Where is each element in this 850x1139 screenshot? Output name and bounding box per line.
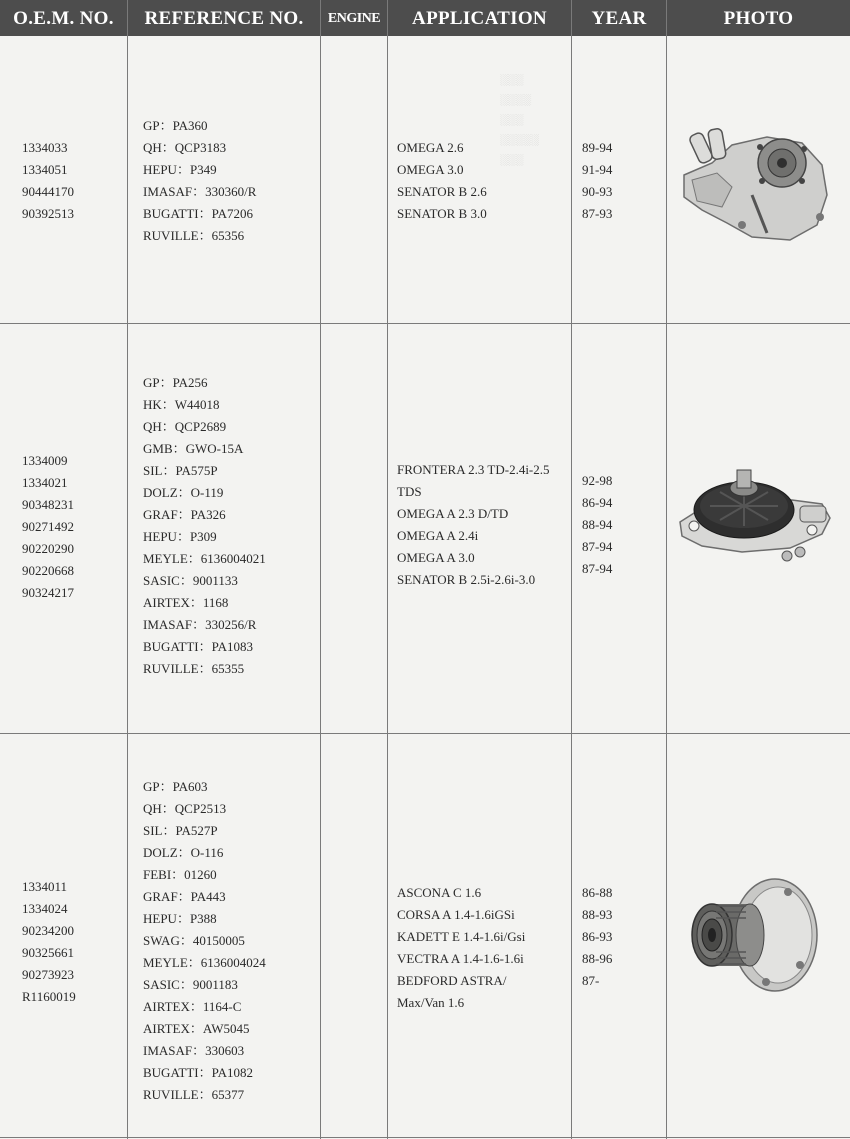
water-pump-pulley-icon xyxy=(680,870,830,1000)
year-entry: 86-88 xyxy=(582,885,613,900)
oem-number: 1334033 xyxy=(22,140,68,155)
year-entry: 88-96 xyxy=(582,951,613,966)
reference-entry: BUGATTI：PA7206 xyxy=(143,206,254,221)
reference-entry: HEPU：P349 xyxy=(143,162,217,177)
bleed-through-texture: ░░░ ░░░░ ░░░ ░░░░░ ░░░ xyxy=(500,74,539,166)
application-entry: TDS xyxy=(397,484,422,499)
application-list xyxy=(397,137,487,225)
reference-entry: IMASAF：330360/R xyxy=(143,184,257,199)
reference-entry: SWAG：40150005 xyxy=(143,933,245,948)
reference-entry: IMASAF：330256/R xyxy=(143,617,257,632)
row-divider xyxy=(0,323,850,324)
row-divider xyxy=(0,1137,850,1138)
year-entry: 90-93 xyxy=(582,184,613,199)
reference-entry: BUGATTI：PA1083 xyxy=(143,639,254,654)
oem-number: 90271492 xyxy=(22,519,74,534)
reference-entry: BUGATTI：PA1082 xyxy=(143,1065,254,1080)
col-divider xyxy=(387,0,388,1139)
application-entry: VECTRA A 1.4-1.6-1.6i xyxy=(397,951,524,966)
application-entry: ASCONA C 1.6 xyxy=(397,885,482,900)
reference-entry: IMASAF：330603 xyxy=(143,1043,245,1058)
reference-entry: HEPU：P388 xyxy=(143,911,217,926)
reference-list xyxy=(143,115,256,247)
oem-number: 90325661 xyxy=(22,945,74,960)
reference-entry: GP：PA603 xyxy=(143,779,208,794)
reference-entry: GP：PA256 xyxy=(143,375,208,390)
header-application: APPLICATION xyxy=(412,8,547,29)
oem-number: 90220668 xyxy=(22,563,74,578)
reference-entry: GRAF：PA443 xyxy=(143,889,226,904)
year-list xyxy=(582,470,612,580)
year-entry: 88-94 xyxy=(582,517,613,532)
application-entry: FRONTERA 2.3 TD-2.4i-2.5 xyxy=(397,462,550,477)
reference-entry: DOLZ：O-116 xyxy=(143,845,224,860)
application-list xyxy=(397,882,525,1014)
reference-entry: QH：QCP3183 xyxy=(143,140,227,155)
oem-number: 90273923 xyxy=(22,967,74,982)
year-entry: 91-94 xyxy=(582,162,613,177)
water-pump-impeller-icon xyxy=(672,460,842,570)
reference-entry: AIRTEX：AW5045 xyxy=(143,1021,250,1036)
reference-entry: SIL：PA527P xyxy=(143,823,218,838)
year-list xyxy=(582,882,612,992)
oem-number: 90220290 xyxy=(22,541,74,556)
reference-list xyxy=(143,776,266,1106)
application-entry: OMEGA A 3.0 xyxy=(397,550,475,565)
reference-entry: GRAF：PA326 xyxy=(143,507,226,522)
header-year: YEAR xyxy=(591,8,647,29)
reference-entry: AIRTEX：1164-C xyxy=(143,999,242,1014)
oem-number: 90392513 xyxy=(22,206,74,221)
reference-entry: GMB：GWO-15A xyxy=(143,441,244,456)
oem-list xyxy=(22,137,74,225)
reference-entry: AIRTEX：1168 xyxy=(143,595,229,610)
reference-entry: MEYLE：6136004021 xyxy=(143,551,266,566)
application-entry: SENATOR B 2.5i-2.6i-3.0 xyxy=(397,572,536,587)
year-entry: 86-93 xyxy=(582,929,613,944)
application-entry: OMEGA 3.0 xyxy=(397,162,464,177)
application-entry: Max/Van 1.6 xyxy=(397,995,465,1010)
year-entry: 87- xyxy=(582,973,600,988)
header-engine: ENGINE xyxy=(327,11,381,26)
oem-number: 1334021 xyxy=(22,475,68,490)
reference-entry: RUVILLE：65355 xyxy=(143,661,245,676)
oem-number: 1334011 xyxy=(22,879,68,894)
year-entry: 89-94 xyxy=(582,140,613,155)
header-photo: PHOTO xyxy=(723,8,794,29)
header-reference: REFERENCE NO. xyxy=(144,8,304,29)
oem-number: 90348231 xyxy=(22,497,74,512)
col-divider xyxy=(666,0,667,1139)
reference-entry: DOLZ：O-119 xyxy=(143,485,224,500)
application-list xyxy=(397,459,550,591)
oem-number: 90324217 xyxy=(22,585,74,600)
year-list xyxy=(582,137,612,225)
reference-list xyxy=(143,372,266,680)
oem-list xyxy=(22,450,74,604)
application-entry: SENATOR B 2.6 xyxy=(397,184,487,199)
year-entry: 87-94 xyxy=(582,561,613,576)
reference-entry: SIL：PA575P xyxy=(143,463,218,478)
year-entry: 86-94 xyxy=(582,495,613,510)
year-entry: 87-94 xyxy=(582,539,613,554)
application-entry: OMEGA A 2.4i xyxy=(397,528,479,543)
col-divider xyxy=(127,0,128,1139)
reference-entry: MEYLE：6136004024 xyxy=(143,955,266,970)
application-entry: OMEGA 2.6 xyxy=(397,140,464,155)
reference-entry: QH：QCP2689 xyxy=(143,419,227,434)
reference-entry: SASIC：9001133 xyxy=(143,573,238,588)
application-entry: BEDFORD ASTRA/ xyxy=(397,973,507,988)
application-entry: OMEGA A 2.3 D/TD xyxy=(397,506,509,521)
oem-number: 1334051 xyxy=(22,162,68,177)
reference-entry: GP：PA360 xyxy=(143,118,208,133)
header-oem: O.E.M. NO. xyxy=(13,8,114,29)
application-entry: SENATOR B 3.0 xyxy=(397,206,487,221)
reference-entry: RUVILLE：65356 xyxy=(143,228,245,243)
reference-entry: QH：QCP2513 xyxy=(143,801,227,816)
year-entry: 87-93 xyxy=(582,206,613,221)
reference-entry: FEBI：01260 xyxy=(143,867,217,882)
oem-number: 90234200 xyxy=(22,923,74,938)
oem-number: R1160019 xyxy=(22,989,76,1004)
row-divider xyxy=(0,733,850,734)
reference-entry: HEPU：P309 xyxy=(143,529,217,544)
oem-number: 1334009 xyxy=(22,453,68,468)
oem-number: 90444170 xyxy=(22,184,74,199)
reference-entry: SASIC：9001183 xyxy=(143,977,238,992)
year-entry: 92-98 xyxy=(582,473,613,488)
oem-list xyxy=(22,876,76,1008)
application-entry: CORSA A 1.4-1.6iGSi xyxy=(397,907,515,922)
water-pump-housing-icon xyxy=(672,125,842,250)
reference-entry: RUVILLE：65377 xyxy=(143,1087,245,1102)
oem-number: 1334024 xyxy=(22,901,68,916)
year-entry: 88-93 xyxy=(582,907,613,922)
reference-entry: HK：W44018 xyxy=(143,397,220,412)
application-entry: KADETT E 1.4-1.6i/Gsi xyxy=(397,929,526,944)
col-divider xyxy=(571,0,572,1139)
col-divider xyxy=(320,0,321,1139)
